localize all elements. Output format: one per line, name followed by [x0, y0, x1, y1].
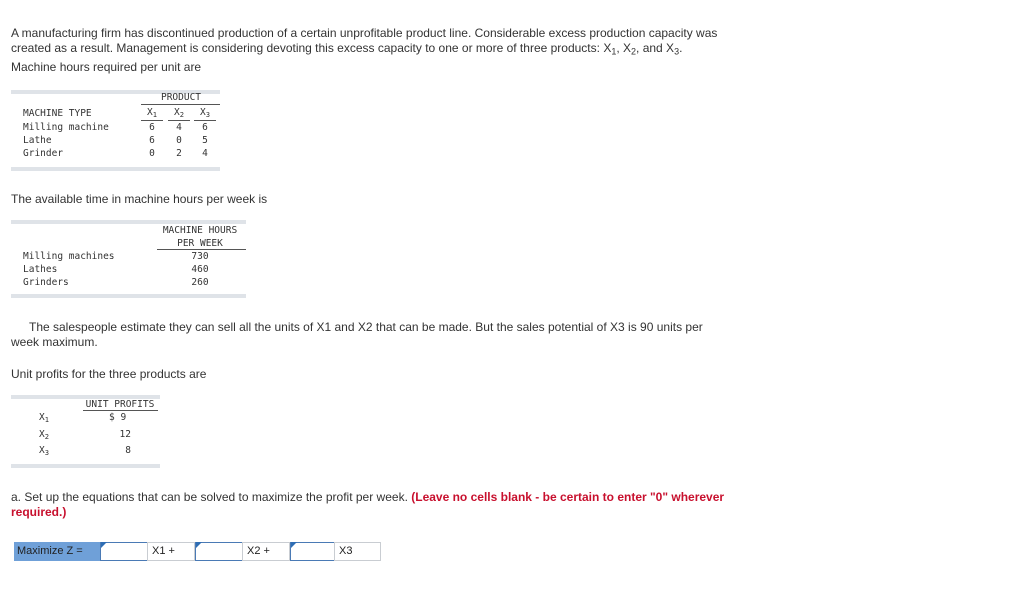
table1-cell: 2 — [176, 148, 182, 159]
intro-end: . — [679, 41, 683, 55]
question-instruction: (Leave no cells blank - be certain to enter "0" wherever — [411, 490, 725, 504]
table1-cell: 6 — [149, 122, 155, 133]
table3-cell: 12 — [119, 429, 131, 440]
x1-input-flag-icon — [101, 542, 107, 548]
table2-bottom-band — [11, 294, 246, 298]
table1-row-label: Grinder — [23, 148, 64, 159]
table3-row-label: $X_3$ — [39, 445, 50, 457]
machine-hours-table — [11, 94, 220, 167]
question-line-1 — [11, 490, 724, 505]
x3-term-label: X3 — [334, 542, 381, 561]
x2-term-label: X2 + — [242, 542, 290, 561]
sales-text-line-2: week maximum. — [11, 335, 98, 349]
table1-header-underline-3 — [194, 120, 216, 121]
table3-header: UNIT PROFITS — [85, 399, 155, 410]
table1-cell: 4 — [176, 122, 182, 133]
maximize-label: Maximize Z = — [14, 542, 100, 561]
table1-row-label: Lathe — [23, 135, 52, 146]
table1-row-label: Milling machine — [23, 122, 109, 133]
table1-row-header: MACHINE TYPE — [23, 108, 92, 119]
x1-sub: 1 — [611, 46, 617, 57]
question-part: a. Set up the equations that can be solved to maximize the profit per week. — [11, 490, 408, 504]
x1-term-label: X1 + — [147, 542, 195, 561]
table3-row-label: $X_2$ — [39, 429, 50, 441]
table2-header-underline — [157, 249, 246, 250]
unit-profits-table — [11, 399, 160, 464]
table1-group-underline — [141, 104, 220, 105]
table2-row-label: Milling machines — [23, 251, 115, 262]
table3-header-underline — [83, 410, 158, 411]
x3-input-flag-icon — [291, 542, 297, 548]
table3-row-label: $X_1$ — [39, 412, 50, 424]
intro-line-1: A manufacturing firm has discontinued production of a certain unprofitable product line. Considerable excess production capacity was — [11, 26, 718, 40]
intro-line-2 — [11, 41, 682, 56]
x3-sub: 3 — [674, 46, 680, 57]
unit-profits-text: Unit profits for the three products are — [11, 367, 207, 381]
table1-col-x1: $X_1$ — [146, 107, 157, 119]
table1-cell: 0 — [176, 135, 182, 146]
table1-cell: 5 — [202, 135, 208, 146]
table2-header-line2: PER WEEK — [177, 238, 223, 249]
x2-sub: 2 — [631, 46, 637, 57]
sales-text-line-1: The salespeople estimate they can sell all the units of X1 and X2 that can be made. But the sales potential of X3 is 90 units per — [29, 320, 703, 334]
table3-bottom-band — [11, 464, 160, 468]
available-time-text: The available time in machine hours per week is — [11, 192, 268, 206]
table1-col-x2: $X_2$ — [173, 107, 184, 119]
x1-coefficient-input[interactable] — [100, 542, 148, 561]
table1-col-x3: $X_3$ — [199, 107, 210, 119]
table2-header-line1: MACHINE HOURS — [162, 225, 238, 236]
table1-cell: 6 — [202, 122, 208, 133]
table2-cell: 730 — [191, 251, 209, 262]
x2-coefficient-input[interactable] — [195, 542, 243, 561]
intro-sep-1: , X — [616, 41, 632, 55]
table2-row-label: Lathes — [23, 264, 58, 275]
table2-cell: 460 — [191, 264, 209, 275]
x2-input-flag-icon — [196, 542, 202, 548]
table2-row-label: Grinders — [23, 277, 69, 288]
table1-header-underline-1 — [141, 120, 163, 121]
table1-header-underline-2 — [168, 120, 190, 121]
question-line-2: required.) — [11, 505, 67, 519]
table3-cell: 8 — [125, 445, 131, 456]
table1-group-header: PRODUCT — [160, 92, 202, 103]
available-hours-table — [11, 224, 246, 294]
table1-bottom-band — [11, 167, 220, 171]
table2-cell: 260 — [191, 277, 209, 288]
table1-cell: 0 — [149, 148, 155, 159]
intro-line-2-text: created as a result. Management is considering devoting this excess capacity to one or more of three products: X — [11, 41, 612, 55]
table3-cell: $ 9 — [109, 412, 127, 423]
table1-cell: 6 — [149, 135, 155, 146]
intro-sep-2: , and X — [636, 41, 675, 55]
table1-cell: 4 — [202, 148, 208, 159]
intro-line-3: Machine hours required per unit are — [11, 60, 202, 74]
